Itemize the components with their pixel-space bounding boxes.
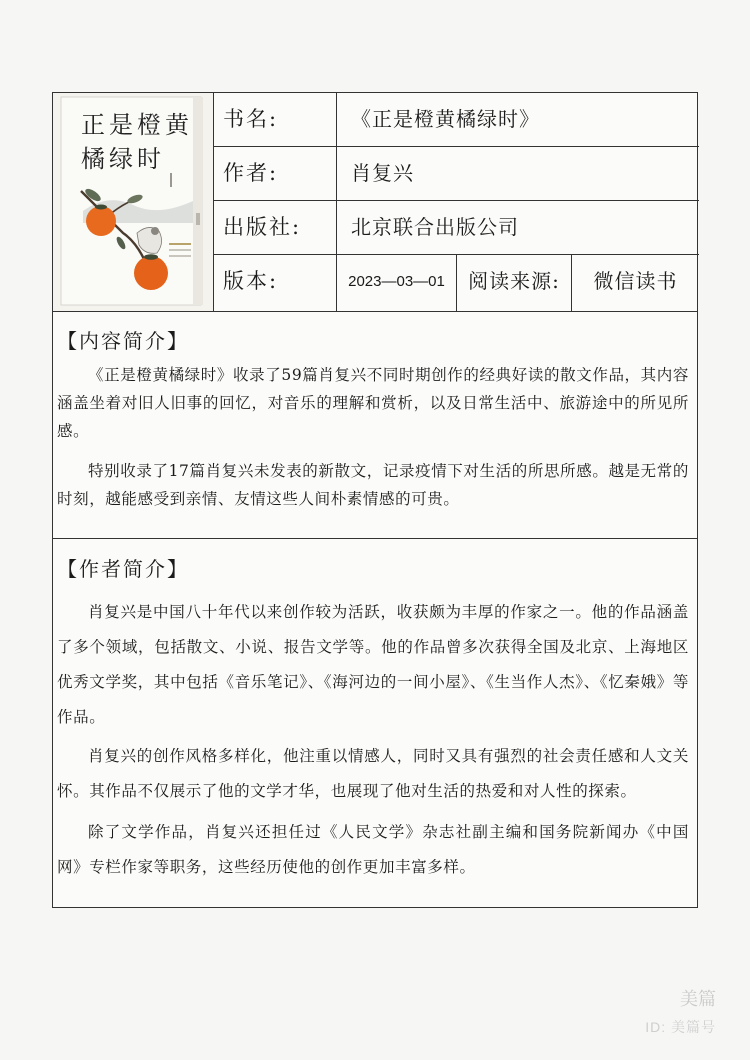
book-info-table <box>53 93 697 312</box>
watermark-id: ID: 美篇号 <box>645 1019 716 1035</box>
author-value: 肖复兴 <box>351 161 414 185</box>
row-publisher <box>213 201 699 255</box>
book-report-sheet <box>52 92 698 908</box>
author-intro-heading: 【作者简介】 <box>57 557 189 581</box>
author-intro-section <box>53 539 697 909</box>
publisher-label: 出版社: <box>213 201 337 254</box>
source-label: 阅读来源: <box>457 255 572 311</box>
content-intro-paragraph-2: 特别收录了17篇肖复兴未发表的新散文，记录疫情下对生活的所思所感。越是无常的时刻，越能感受到亲情、友情这些人间朴素情感的可贵。 <box>57 462 689 508</box>
edition-label: 版本: <box>213 255 337 311</box>
title-value: 《正是橙黄橘绿时》 <box>351 107 540 131</box>
row-author <box>213 147 699 201</box>
row-edition <box>213 255 699 311</box>
row-title <box>213 93 699 147</box>
author-intro-paragraph-1: 肖复兴是中国八十年代以来创作较为活跃，收获颇为丰厚的作家之一。他的作品涵盖了多个领域，包括散文、小说、报告文学等。他的作品曾多次获得全国及北京、上海地区优秀文学奖，其中包括《音乐笔记》、《海河边的一间小屋》、《生当作人杰》、《忆秦娥》等作品。 <box>57 603 689 726</box>
cover-title-line2: 橘绿时 <box>81 145 165 173</box>
content-intro-heading: 【内容简介】 <box>57 329 189 353</box>
author-intro-paragraph-2: 肖复兴的创作风格多样化，他注重以情感人，同时又具有强烈的社会责任感和人文关怀。其作品不仅展示了他的文学才华，也展现了他对生活的热爱和对人性的探索。 <box>57 747 689 800</box>
watermark-brand: 美篇 <box>680 989 716 1009</box>
title-label: 书名: <box>213 93 337 146</box>
author-intro-paragraph-3: 除了文学作品，肖复兴还担任过《人民文学》杂志社副主编和国务院新闻办《中国网》专栏作家等职务，这些经历使他的创作更加丰富多样。 <box>57 823 689 876</box>
cover-title-line1: 正是橙黄 <box>81 111 193 139</box>
content-intro-section <box>53 311 697 539</box>
content-intro-paragraph-1: 《正是橙黄橘绿时》收录了59篇肖复兴不同时期创作的经典好读的散文作品，其内容涵盖坐着对旧人旧事的回忆，对音乐的理解和赏析，以及日常生活中、旅游途中的所见所感。 <box>57 366 689 440</box>
author-label: 作者: <box>213 147 337 200</box>
book-cover-image <box>53 93 214 311</box>
publisher-value: 北京联合出版公司 <box>351 215 519 239</box>
source-value: 微信读书 <box>593 269 678 293</box>
edition-value: 2023—03—01 <box>337 255 457 311</box>
